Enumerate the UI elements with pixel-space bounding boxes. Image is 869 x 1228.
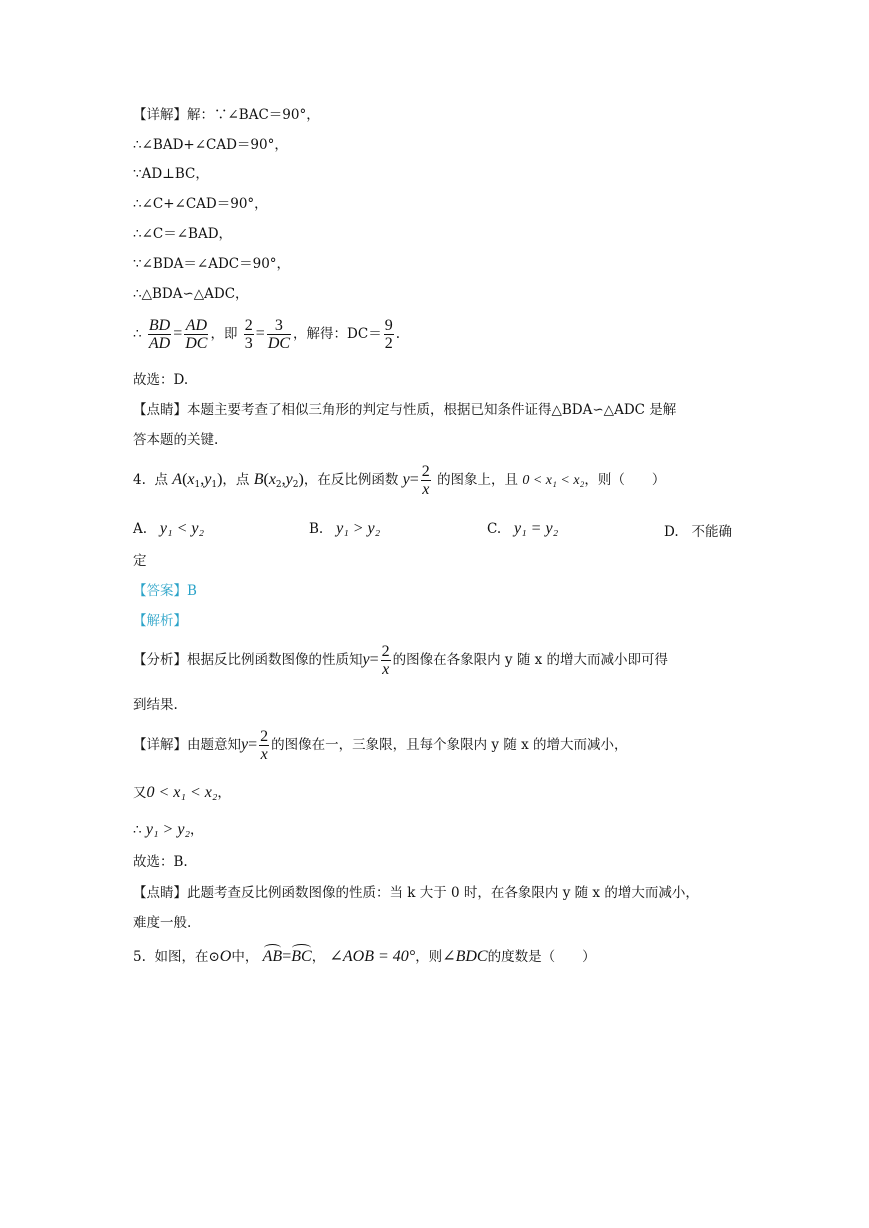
detail-line-1: 【详解】解：∵∠BAC＝90°， — [133, 107, 320, 123]
detail-line-3: ∵AD⊥BC， — [133, 166, 209, 182]
arc-bc: BC — [291, 948, 312, 965]
question-number: 4. — [133, 472, 146, 488]
detail-line-6: ∵∠BDA＝∠ADC＝90°， — [133, 256, 291, 272]
option-a[interactable]: A. y₁ < y₂ — [133, 520, 205, 537]
option-d[interactable]: D. 不能确 — [664, 524, 733, 540]
fraction-bd-ad: $\frac{BD}{AD}$ — [148, 317, 171, 352]
remark-tag: 【点睛】 — [133, 402, 187, 418]
remark-line-1: 【点睛】本题主要考查了相似三角形的判定与性质，根据已知条件证得△BDA∽△ADC 是解 — [133, 402, 677, 418]
detail-line-2: ∴∠BAD+∠CAD＝90°， — [133, 137, 288, 153]
detail-line-7: ∴△BDA∽△ADC， — [133, 286, 249, 302]
question-5: 5. 如图，在⊙O中， AB=BC， ∠AOB = 40°，则∠BDC的度数是（ ） — [133, 948, 596, 965]
fraction-2-over-x: $\frac{2}{x}$ — [260, 728, 269, 763]
fraction-3-dc: $\frac{3}{DC}$ — [267, 317, 291, 352]
answer-value: B — [187, 583, 197, 599]
solution-line-1: 【详解】由题意知y= $\frac{2}{x}$ 的图像在一，三象限，且每个象限内 y 随 x 的增大而减小， — [133, 728, 628, 763]
option-b[interactable]: B. y₁ > y₂ — [309, 520, 381, 537]
fraction-9-2: $\frac{9}{2}$ — [384, 317, 393, 352]
detail-line-4: ∴∠C+∠CAD＝90°， — [133, 196, 268, 212]
fraction-2-3: $\frac{2}{3}$ — [244, 317, 253, 352]
option-c[interactable]: C. y₁ = y₂ — [487, 520, 559, 537]
solution-choice: 故选：B. — [133, 854, 188, 870]
analysis-line-1: 【分析】根据反比例函数图像的性质知y= $\frac{2}{x}$ 的图像在各象限内 y 随 x 的增大而减小即可得 — [133, 643, 669, 678]
detail-tag: 【详解】 — [133, 107, 187, 123]
remark2-line-2: 难度一般. — [133, 915, 192, 931]
analysis-heading: 【解析】 — [133, 613, 187, 629]
fraction-ad-dc: $\frac{AD}{DC}$ — [185, 317, 208, 352]
question-number: 5. — [133, 949, 146, 965]
option-d-continued: 定 — [133, 553, 147, 569]
question-4: 4. 点 $A(x_1,y_1)$，点 $B(x_2,y_2)$，在反比例函数 y= $\frac{2}{x}$ 的图象上，且 0 < x₁ < x₂，则（ ） — [133, 463, 666, 498]
arc-ab: AB — [262, 948, 283, 965]
detail-line-8-fractions: ∴ $\frac{BD}{AD}$ = $\frac{AD}{DC}$ ，即 $\frac{2}{3}$ = $\frac{3}{DC}$ ，解得：DC＝ $\frac{9}{2}$ . — [133, 317, 400, 352]
solution-line-3: ∴ y₁ > y₂， — [133, 821, 204, 838]
analysis-line-2: 到结果. — [133, 697, 178, 713]
remark-line-2: 答本题的关键. — [133, 432, 219, 448]
detail-line-5: ∴∠C＝∠BAD， — [133, 226, 233, 242]
answer-line — [133, 582, 197, 600]
solution-line-2: 又0 < x₁ < x₂， — [133, 784, 231, 801]
remark2-line-1: 【点睛】此题考查反比例函数图像的性质：当 k 大于 0 时，在各象限内 y 随 x 的增大而减小， — [133, 885, 699, 901]
fraction-2-over-x: $\frac{2}{x}$ — [381, 643, 390, 678]
detail-choice: 故选：D. — [133, 372, 189, 388]
answer-tag: 【答案】 — [133, 583, 187, 599]
fraction-2-over-x: $\frac{2}{x}$ — [421, 463, 430, 498]
